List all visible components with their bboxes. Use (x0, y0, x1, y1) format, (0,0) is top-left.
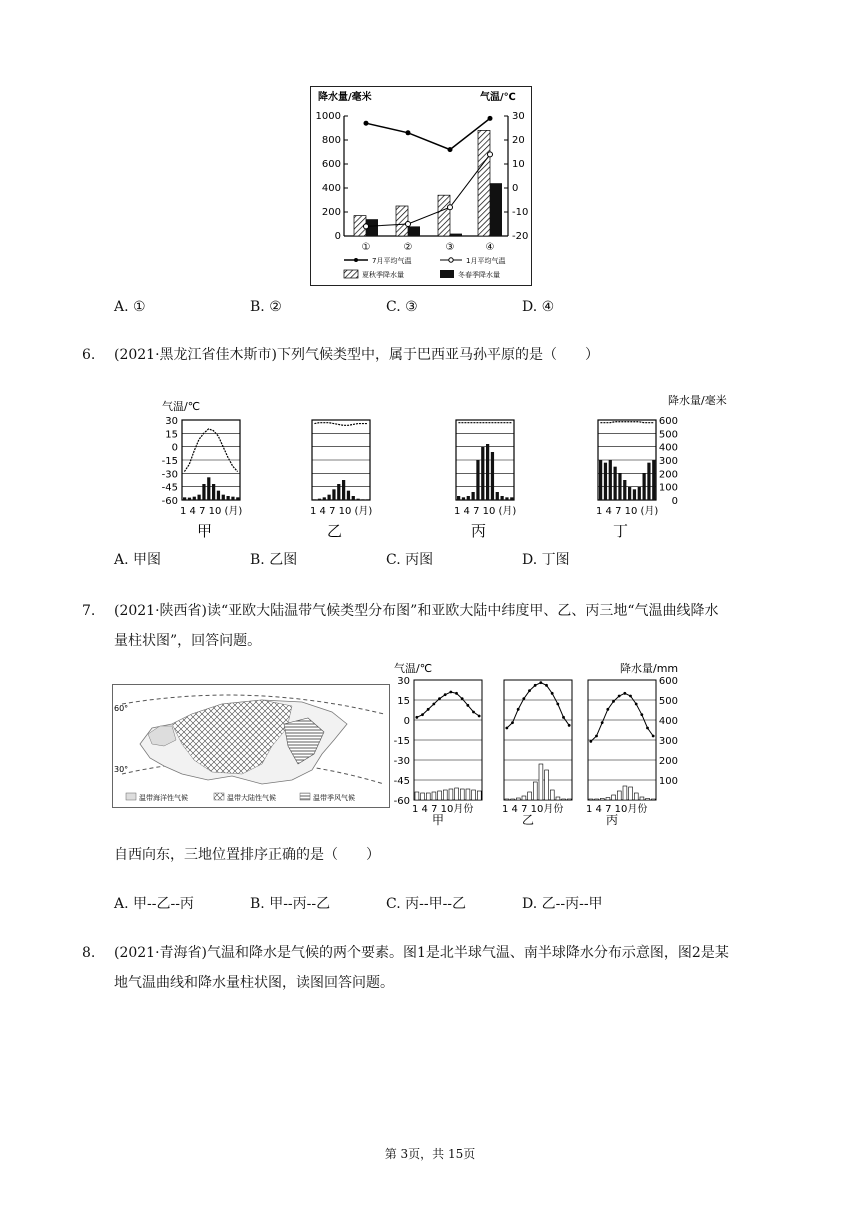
q7-precip-bar (539, 764, 543, 800)
q7-option-a[interactable]: A. 甲--乙--丙 (114, 896, 194, 912)
q5-option-a[interactable]: A. ① (114, 299, 146, 315)
q7-chart-label: 甲 (432, 813, 445, 827)
q7-precip-tick: 600 (658, 676, 678, 687)
q6-option-a[interactable]: A. 甲图 (114, 552, 162, 568)
page-footer: 第 3页，共 15页 (384, 1147, 476, 1161)
q6-precip-tick: 600 (658, 416, 678, 427)
q7-temp-point (522, 697, 525, 700)
category-label: ③ (445, 242, 455, 253)
q6-precip-tick: 400 (658, 442, 678, 454)
q6-precip-bar (193, 497, 196, 500)
right-axis-title: 气温/℃ (480, 92, 516, 103)
q7-temp-tick: 0 (403, 716, 410, 727)
legend-jan-temp: 1月平均气温 (466, 257, 506, 265)
q7-temp-point (427, 708, 430, 711)
q7-precip-bar (528, 792, 532, 800)
q7-temp-point (415, 716, 418, 719)
q6-precip-bar (491, 452, 494, 500)
q7-temp-point (562, 716, 565, 719)
q7-text-line2: 量柱状图”，回答问题。 (114, 633, 262, 649)
q7-temp-point (528, 689, 531, 692)
q6-precip-tick: 100 (658, 482, 678, 494)
q7-precip-bar (556, 797, 560, 800)
q6-temp-tick: 15 (165, 429, 178, 441)
q7-temp-point (449, 691, 452, 694)
q6-precip-bar (342, 480, 345, 500)
q7-precip-bar (432, 792, 436, 800)
map-lat-60: 60° (114, 704, 129, 713)
right-tick-label: -20 (512, 231, 529, 242)
q7-temp-point (589, 740, 592, 743)
right-tick-label: 30 (512, 111, 525, 122)
q7-precip-bar (426, 793, 430, 800)
q6-precip-bar (647, 463, 650, 500)
q7-precip-bar (449, 789, 453, 800)
jan-temp-point (406, 222, 411, 227)
q6-precip-bar (457, 496, 460, 500)
q7-climate-charts (386, 656, 702, 832)
jan-temp-point (448, 205, 453, 210)
q6-precip-bar (212, 484, 215, 500)
q7-temp-point (629, 695, 632, 698)
july-temp-point (448, 147, 453, 152)
q7-precip-tick: 400 (658, 716, 678, 727)
q6-precip-bar (318, 499, 321, 500)
q7-option-c[interactable]: C. 丙--甲--乙 (386, 896, 467, 912)
legend-summer-precip: 夏秋季降水量 (362, 271, 404, 279)
q7-precip-bar (472, 790, 476, 800)
q7-number: 7. (82, 603, 96, 619)
q8-text-line2: 地气温曲线和降水量柱状图，读图回答问题。 (114, 975, 394, 991)
q6-precip-bar (332, 489, 335, 500)
q7-precip-bar (612, 795, 616, 800)
q6-precip-bar (633, 489, 636, 500)
q7-precip-bar (533, 782, 537, 800)
q6-precip-bar (188, 498, 191, 500)
q7-option-d[interactable]: D. 乙--丙--甲 (522, 896, 603, 912)
q7-temp-point (517, 708, 520, 711)
q6-precip-axis-title: 降水量/毫米 (668, 394, 727, 407)
q7-temp-tick: 30 (397, 676, 410, 687)
left-tick-label: 0 (334, 231, 341, 242)
q6-precip-bar (337, 484, 340, 500)
q7-text-line1: (2021·陕西省)读“亚欧大陆温带气候类型分布图”和亚欧大陆中纬度甲、乙、丙三地“气温曲线降水 (114, 603, 719, 619)
category-label: ④ (485, 242, 495, 253)
q6-chart-label: 丁 (613, 522, 629, 540)
q6-precip-bar (510, 497, 513, 500)
q7-temp-point (556, 703, 559, 706)
q7-precip-bar (415, 792, 419, 800)
q6-chart-label: 丙 (471, 522, 487, 540)
q7-temp-point (511, 721, 514, 724)
jan-temp-point (488, 152, 493, 157)
q7-temp-point (635, 703, 638, 706)
q6-precip-bar (481, 447, 484, 500)
q7-temp-point (455, 692, 458, 695)
q6-option-b[interactable]: B. 乙图 (250, 552, 298, 568)
q6-precip-bar (614, 467, 617, 500)
q6-precip-bar (366, 499, 369, 500)
q7-temp-point (545, 684, 548, 687)
q7-temp-point (432, 703, 435, 706)
q7-precip-bar (443, 790, 447, 800)
left-tick-label: 400 (321, 183, 341, 194)
q7-option-b[interactable]: B. 甲--丙--乙 (250, 896, 331, 912)
q6-precip-bar (467, 496, 470, 500)
q6-precip-bar (476, 460, 479, 500)
q6-month-ticks: 1 4 7 10 (月) (310, 506, 373, 517)
q7-temp-tick: 15 (397, 696, 410, 707)
q7-temp-point (444, 693, 447, 696)
q6-precip-bar (643, 473, 646, 500)
left-tick-label: 1000 (315, 111, 341, 122)
right-tick-label: 20 (512, 135, 525, 146)
q6-chart-label: 乙 (327, 522, 343, 540)
q6-precip-bar (496, 492, 499, 500)
q6-temp-tick: 30 (165, 416, 178, 427)
q6-precip-bar (328, 495, 331, 500)
q6-precip-tick: 500 (658, 429, 678, 441)
eurasia-climate-map (112, 684, 390, 808)
q7-temp-axis-title: 气温/℃ (394, 662, 433, 675)
q7-precip-bar (640, 797, 644, 800)
q6-precip-tick: 300 (658, 456, 678, 467)
right-tick-label: 0 (512, 183, 519, 194)
q6-precip-bar (222, 495, 225, 500)
q7-question: 自西向东，三地位置排序正确的是（ ） (114, 847, 380, 863)
q7-chart-label: 乙 (522, 813, 535, 827)
q7-precip-bar (567, 799, 571, 800)
summer-precip-bar (478, 130, 490, 236)
q7-temp-point (461, 697, 464, 700)
q6-temp-tick: 0 (171, 442, 178, 454)
q7-temp-point (640, 713, 643, 716)
q7-temp-point (646, 727, 649, 730)
climate-comparison-chart (310, 86, 532, 286)
q7-month-ticks: 1 4 7 10月份 (586, 804, 648, 815)
map-legend-monsoon: 温带季风气候 (313, 794, 355, 802)
q5-option-d[interactable]: D. ④ (522, 299, 555, 315)
july-temp-point (488, 116, 493, 121)
july-temp-point (406, 130, 411, 135)
q7-precip-bar (466, 789, 470, 800)
map-lat-30: 30° (114, 765, 129, 774)
q6-precip-bar (486, 444, 489, 500)
q7-temp-point (421, 713, 424, 716)
q6-precip-bar (604, 463, 607, 500)
summer-precip-bar (396, 206, 408, 236)
q7-precip-bar (606, 798, 610, 800)
legend-winter-precip: 冬春季降水量 (458, 271, 500, 279)
q7-temp-point (612, 700, 615, 703)
q7-temp-point (652, 735, 655, 738)
q7-temp-point (618, 695, 621, 698)
q7-temp-point (551, 692, 554, 695)
q6-temp-tick: -60 (161, 496, 178, 507)
category-label: ② (403, 242, 413, 253)
q6-precip-bar (618, 473, 621, 500)
q6-precip-bar (313, 499, 316, 500)
q7-temp-point (438, 697, 441, 700)
q6-number: 6. (82, 347, 96, 363)
map-legend-continental: 温带大陆性气候 (227, 794, 276, 802)
q6-precip-bar (352, 496, 355, 500)
q7-precip-bar (589, 799, 593, 800)
q6-text: (2021·黑龙江省佳木斯市)下列气候类型中，属于巴西亚马孙平原的是（ ） (114, 347, 600, 363)
q6-precip-bar (623, 480, 626, 500)
jan-temp-point (364, 224, 369, 229)
q6-precip-tick: 0 (671, 496, 678, 507)
q7-temp-tick: -30 (393, 756, 410, 767)
q7-temp-tick: -15 (393, 736, 410, 747)
q7-temp-point (505, 727, 508, 730)
q6-precip-bar (231, 497, 234, 500)
q7-temp-point (595, 735, 598, 738)
q6-precip-bar (505, 497, 508, 500)
left-axis-title: 降水量/毫米 (318, 92, 372, 103)
q7-month-ticks: 1 4 7 10月份 (412, 804, 474, 815)
q6-precip-bar (361, 499, 364, 500)
q6-month-ticks: 1 4 7 10 (月) (454, 506, 517, 517)
q6-temp-tick: -15 (161, 456, 178, 467)
winter-precip-bar (408, 226, 420, 236)
q6-temp-tick: -30 (161, 469, 178, 481)
q7-temp-tick: -45 (393, 776, 410, 787)
q8-text-line1: (2021·青海省)气温和降水是气候的两个要素。图1是北半球气温、南半球降水分布示意图，图2是某 (114, 945, 729, 961)
q7-precip-bar (634, 793, 638, 800)
q6-temp-axis-title: 气温/℃ (162, 400, 201, 413)
q6-climate-charts (148, 390, 728, 540)
q6-chart-label: 甲 (197, 522, 213, 540)
q7-precip-bar (629, 787, 633, 800)
left-tick-label: 800 (321, 135, 341, 146)
q7-precip-bar (477, 791, 481, 800)
q6-precip-bar (236, 497, 239, 500)
q5-option-c[interactable]: C. ③ (386, 299, 418, 315)
q7-precip-bar (460, 789, 464, 800)
q7-month-ticks: 1 4 7 10月份 (502, 804, 564, 815)
q6-precip-bar (501, 496, 504, 500)
q7-temp-point (601, 721, 604, 724)
q6-precip-bar (462, 497, 465, 500)
q7-precip-bar (595, 799, 599, 800)
q6-precip-bar (323, 497, 326, 500)
q6-option-c[interactable]: C. 丙图 (386, 552, 434, 568)
q6-precip-bar (609, 460, 612, 500)
q7-precip-bar (522, 796, 526, 800)
q6-month-ticks: 1 4 7 10 (月) (596, 506, 659, 517)
q6-precip-bar (638, 487, 641, 500)
winter-precip-bar (490, 183, 502, 236)
summer-precip-bar (438, 195, 450, 236)
q7-precip-bar (623, 786, 627, 800)
q6-temp-tick: -45 (161, 482, 178, 494)
q7-temp-point (472, 711, 475, 714)
q7-precip-tick: 500 (658, 696, 678, 707)
legend-july-temp: 7月平均气温 (372, 257, 412, 265)
winter-precip-bar (450, 234, 462, 236)
q7-temp-point (478, 715, 481, 718)
q7-precip-bar (646, 798, 650, 800)
q7-precip-bar (651, 799, 655, 800)
q6-precip-bar (202, 484, 205, 500)
q7-temp-point (606, 708, 609, 711)
q7-precip-bar (550, 790, 554, 800)
q7-chart-label: 丙 (606, 813, 619, 827)
q6-precip-bar (198, 495, 201, 500)
q7-temp-point (568, 724, 571, 727)
q6-month-ticks: 1 4 7 10 (月) (180, 506, 243, 517)
q7-temp-point (539, 681, 542, 684)
left-tick-label: 600 (321, 159, 341, 170)
q5-option-b[interactable]: B. ② (250, 299, 282, 315)
q7-precip-axis-title: 降水量/mm (620, 662, 679, 675)
q7-precip-bar (438, 791, 442, 800)
q7-precip-bar (511, 799, 515, 800)
q7-precip-bar (562, 799, 566, 800)
q6-precip-bar (628, 487, 631, 500)
q6-precip-bar (227, 496, 230, 500)
q7-precip-tick: 200 (658, 756, 678, 767)
q7-temp-point (466, 704, 469, 707)
q7-precip-bar (516, 798, 520, 800)
q6-precip-bar (652, 460, 655, 500)
category-label: ① (361, 242, 371, 253)
q7-temp-point (534, 684, 537, 687)
q6-precip-bar (207, 477, 210, 500)
q7-precip-bar (600, 798, 604, 800)
q7-precip-bar (617, 791, 621, 800)
q6-precip-bar (472, 492, 475, 500)
q6-precip-bar (599, 460, 602, 500)
q6-precip-bar (183, 497, 186, 500)
map-legend-oceanic: 温带海洋性气候 (139, 794, 188, 802)
left-tick-label: 200 (321, 207, 341, 218)
q6-precip-bar (217, 491, 220, 500)
q8-number: 8. (82, 945, 96, 961)
q7-temp-tick: -60 (393, 796, 410, 807)
q7-precip-bar (545, 770, 549, 800)
q7-temp-point (623, 692, 626, 695)
q7-precip-bar (455, 788, 459, 800)
q6-option-d[interactable]: D. 丁图 (522, 552, 570, 568)
right-tick-label: 10 (512, 159, 525, 170)
q7-precip-bar (421, 793, 425, 800)
right-tick-label: -10 (512, 207, 529, 218)
q7-precip-tick: 100 (658, 776, 678, 787)
q6-precip-bar (347, 491, 350, 500)
q6-precip-bar (357, 499, 360, 500)
q7-precip-bar (505, 799, 509, 800)
q7-precip-tick: 300 (658, 736, 678, 747)
july-temp-point (364, 121, 369, 126)
q6-precip-tick: 200 (658, 469, 678, 481)
